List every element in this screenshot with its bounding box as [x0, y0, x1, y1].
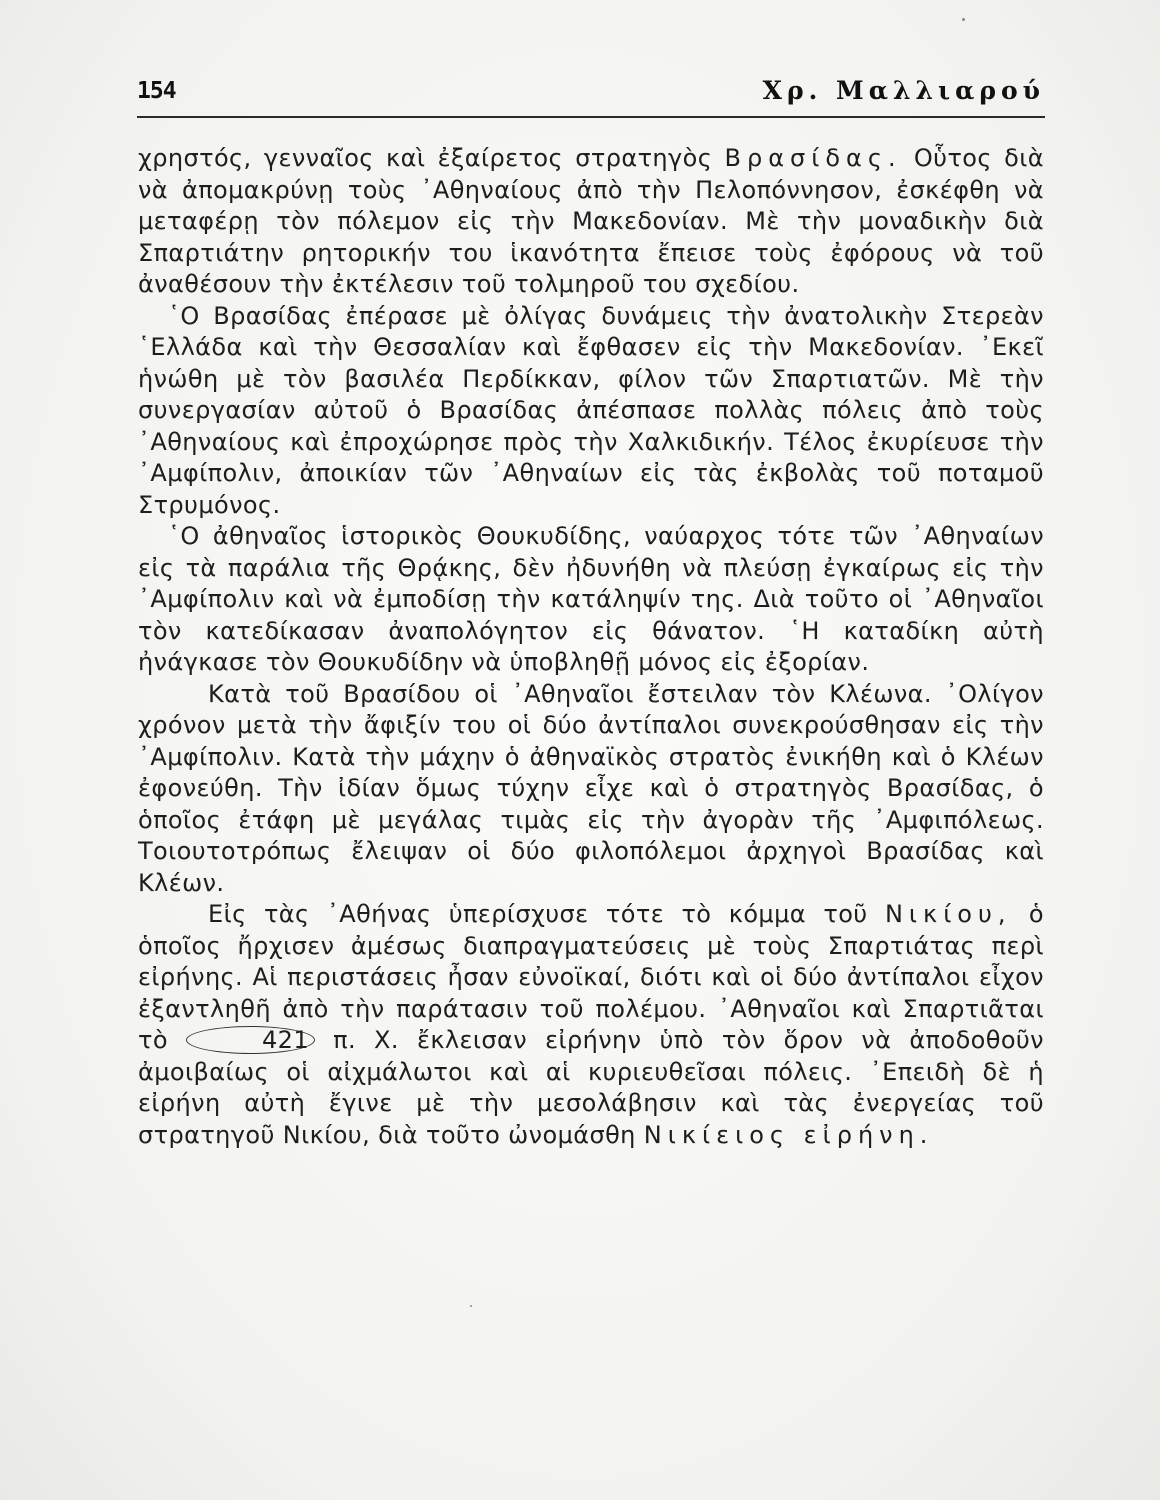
paper-speck: [470, 1305, 472, 1307]
paragraph-1: [138, 143, 1044, 301]
body-text: [138, 143, 1044, 1151]
emphasized-name: Βρασίδας.: [724, 144, 902, 172]
paragraph-5: [138, 899, 1044, 1151]
paper-speck: [962, 18, 965, 21]
circled-date-mark: 421: [186, 1026, 315, 1054]
paragraph-2: [138, 301, 1044, 522]
text-run: χρηστός, γενναῖος καὶ ἐξαίρετος στρατηγὸς: [138, 144, 725, 172]
paragraph-4: [138, 679, 1044, 900]
text-run: Οὗτος διὰ νὰ ἀπομακρύνῃ τοὺς ᾿Αθηναίους ἀπὸ τὴν Πελοπόννησον, ἐσκέφθη νὰ μεταφέρῃ τὸν πόλεμον εἰς τὴν Μακεδονίαν. Μὲ τὴν μοναδικὴν διὰ Σπαρτιάτην ρητορικήν του ἱκανότητα ἔπεισε τοὺς ἐφόρους νὰ τοῦ ἀναθέσουν τὴν ἐκτέλεσιν τοῦ τολμηροῦ του σχεδίου.: [138, 144, 1044, 298]
text-run: ὁ ὁποῖος ἤρχισεν ἀμέσως διαπραγματεύσεις μὲ τοὺς Σπαρτιάτας περὶ εἰρήνης. Αἱ περιστάσεις ἦσαν εὐνοϊκαί, διότι καὶ οἱ δύο ἀντίπαλοι εἶχον ἐξαντληθῆ ἀπὸ τὴν παράτασιν τοῦ πολέμου. ᾿Αθηναῖοι καὶ Σπαρτιᾶται τὸ: [138, 900, 1044, 1054]
header-rule: [137, 116, 1045, 118]
emphasized-name: Νικίου,: [884, 900, 1012, 928]
paragraph-3: [138, 521, 1044, 679]
text-run: ῾Ο ἀθηναῖος ἱστορικὸς Θουκυδίδης, ναύαρχος τότε τῶν ᾿Αθηναίων εἰς τὰ παράλια τῆς Θρᾴκης, δὲν ἠδυνήθη νὰ πλεύσῃ ἐγκαίρως εἰς τὴν ᾿Αμφίπολιν καὶ νὰ ἐμποδίσῃ τὴν κατάληψίν της. Διὰ τοῦτο οἱ ᾿Αθηναῖοι τὸν κατεδίκασαν ἀναπολόγητον εἰς θάνατον. ῾Η καταδίκη αὐτὴ ἠνάγκασε τὸν Θουκυδίδην νὰ ὑποβληθῇ μόνος εἰς ἐξορίαν.: [138, 522, 1044, 676]
page-number: 154: [137, 78, 176, 104]
running-head: Χρ. Μαλλιαρού: [762, 76, 1045, 105]
text-run: ῾Ο Βρασίδας ἐπέρασε μὲ ὀλίγας δυνάμεις τὴν ἀνατολικὴν Στερεὰν ῾Ελλάδα καὶ τὴν Θεσσαλίαν καὶ ἔφθασεν εἰς τὴν Μακεδονίαν. ᾿Εκεῖ ἡνώθη μὲ τὸν βασιλέα Περδίκκαν, φίλον τῶν Σπαρτιατῶν. Μὲ τὴν συνεργασίαν αὐτοῦ ὁ Βρασίδας ἀπέσπασε πολλὰς πόλεις ἀπὸ τοὺς ᾿Αθηναίους καὶ ἐπροχώρησε πρὸς τὴν Χαλκιδικήν. Τέλος ἐκυρίευσε τὴν ᾿Αμφίπολιν, ἀποικίαν τῶν ᾿Αθηναίων εἰς τὰς ἐκβολὰς τοῦ ποταμοῦ Στρυμόνος.: [138, 301, 1044, 519]
text-run: Εἰς τὰς ᾿Αθήνας ὑπερίσχυσε τότε τὸ κόμμα τοῦ: [208, 900, 885, 928]
emphasized-name: Νικίειος εἰρήνη.: [643, 1120, 934, 1149]
page-header: [137, 76, 1045, 110]
text-run: π. Χ. ἔκλεισαν εἰρήνην ὑπὸ τὸν ὅρον νὰ ἀποδοθοῦν ἀμοιβαίως οἱ αἰχμάλωτοι καὶ αἱ κυριευθεῖσαι πόλεις. ᾿Επειδὴ δὲ ἡ εἰρήνη αὐτὴ ἔγινε μὲ τὴν μεσολάβησιν καὶ τὰς ἐνεργείας τοῦ στρατηγοῦ Νικίου, διὰ τοῦτο ὠνομάσθη: [138, 1026, 1044, 1149]
text-run: Κατὰ τοῦ Βρασίδου οἱ ᾿Αθηναῖοι ἔστειλαν τὸν Κλέωνα. ᾿Ολίγον χρόνον μετὰ τὴν ἄφιξίν του οἱ δύο ἀντίπαλοι συνεκρούσθησαν εἰς τὴν ᾿Αμφίπολιν. Κατὰ τὴν μάχην ὁ ἀθηναϊκὸς στρατὸς ἐνικήθη καὶ ὁ Κλέων ἐφονεύθη. Τὴν ἰδίαν ὅμως τύχην εἶχε καὶ ὁ στρατηγὸς Βρασίδας, ὁ ὁποῖος ἐτάφη μὲ μεγάλας τιμὰς εἰς τὴν ἀγορὰν τῆς ᾿Αμφιπόλεως. Τοιουτοτρόπως ἔλειψαν οἱ δύο φιλοπόλεμοι ἀρχηγοὶ Βρασίδας καὶ Κλέων.: [138, 679, 1044, 897]
